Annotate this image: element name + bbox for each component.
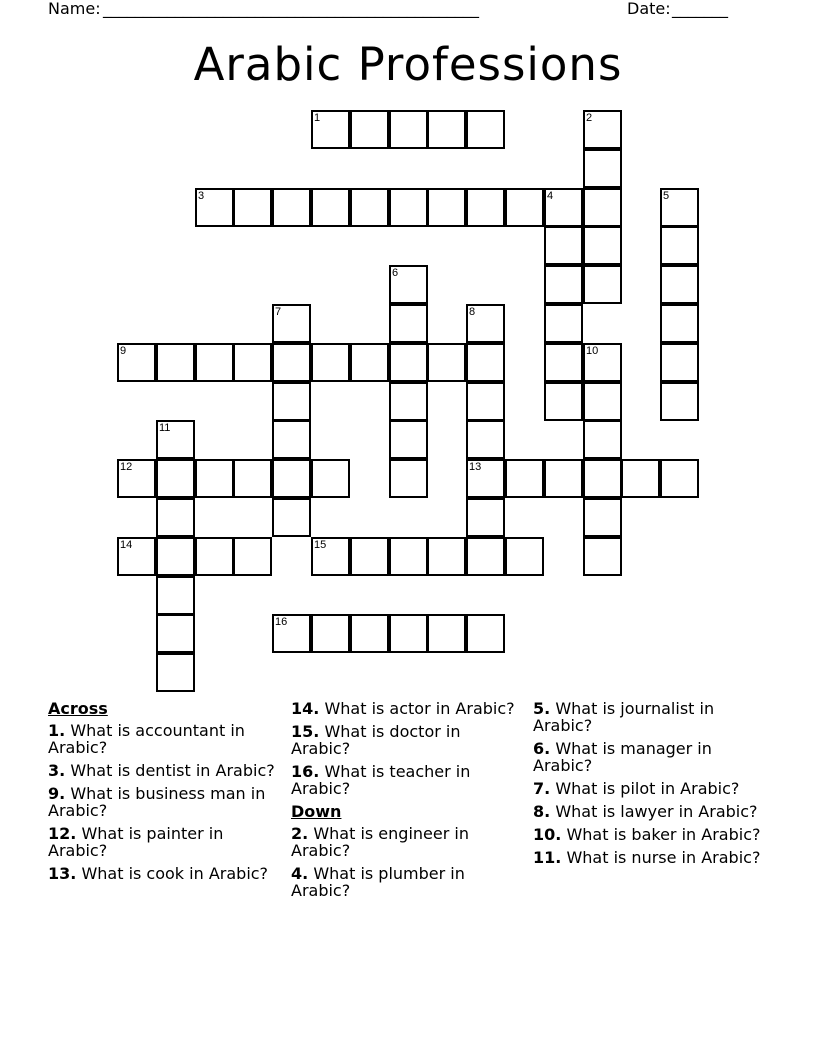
grid-cell[interactable] <box>505 188 544 227</box>
clue-number: 8 <box>469 306 476 318</box>
grid-cell[interactable] <box>583 498 622 537</box>
grid-cell[interactable] <box>233 459 272 498</box>
grid-cell[interactable] <box>505 459 544 498</box>
grid-cell[interactable] <box>583 459 622 498</box>
grid-cell[interactable] <box>272 459 311 498</box>
grid-cell[interactable] <box>311 110 350 149</box>
page-title: Arabic Professions <box>193 38 623 91</box>
grid-cell[interactable] <box>466 110 505 149</box>
clue-number: 15 <box>314 539 327 551</box>
clue-number: 9 <box>120 345 127 357</box>
clue-number: 12 <box>120 461 133 473</box>
grid-cell[interactable] <box>350 110 389 149</box>
across-heading: Across <box>48 699 108 718</box>
grid-cell[interactable] <box>427 188 466 227</box>
clue-across-13: 13. What is cook in Arabic? <box>48 864 269 883</box>
grid-cell[interactable] <box>583 420 622 459</box>
clue-number: 11 <box>159 422 171 434</box>
grid-cell[interactable] <box>583 537 622 576</box>
clue-number: 6 <box>392 267 399 279</box>
date-label: Date: <box>627 0 671 18</box>
clue-number: 10 <box>586 345 599 357</box>
clue-down-6: 6. What is manager in Arabic? <box>533 739 712 775</box>
grid-cell[interactable] <box>389 304 428 343</box>
clue-number: 3 <box>198 190 205 202</box>
grid-cell[interactable] <box>660 343 699 382</box>
clue-number: 1 <box>314 112 321 124</box>
name-field-line[interactable]: _______________________________________________ <box>103 0 479 18</box>
grid-cell[interactable] <box>427 343 466 382</box>
clue-across-1: 1. What is accountant in Arabic? <box>48 721 245 757</box>
grid-cell[interactable] <box>427 614 466 653</box>
grid-cell[interactable] <box>466 382 505 421</box>
grid-cell[interactable] <box>583 265 622 304</box>
clue-column-1 <box>48 700 280 888</box>
clue-across-3: 3. What is dentist in Arabic? <box>48 761 275 780</box>
grid-cell[interactable] <box>350 188 389 227</box>
grid-cell[interactable] <box>350 343 389 382</box>
grid-cell[interactable] <box>233 537 272 576</box>
clue-across-9: 9. What is business man in Arabic? <box>48 784 266 820</box>
grid-cell[interactable] <box>583 226 622 265</box>
grid-cell[interactable] <box>621 459 660 498</box>
grid-cell[interactable] <box>466 188 505 227</box>
grid-cell[interactable] <box>311 343 350 382</box>
clue-number: 4 <box>547 190 554 202</box>
grid-cell[interactable] <box>156 343 195 382</box>
grid-cell[interactable] <box>195 459 234 498</box>
clue-number: 13 <box>469 461 482 473</box>
clue-down-5: 5. What is journalist in Arabic? <box>533 699 715 735</box>
clue-number: 2 <box>586 112 593 124</box>
grid-cell[interactable] <box>544 343 583 382</box>
clue-across-12: 12. What is painter in Arabic? <box>48 824 224 860</box>
grid-cell[interactable] <box>583 343 622 382</box>
grid-cell[interactable] <box>389 420 428 459</box>
grid-cell[interactable] <box>272 498 311 537</box>
grid-cell[interactable] <box>272 343 311 382</box>
grid-cell[interactable] <box>311 188 350 227</box>
grid-cell[interactable] <box>466 459 505 498</box>
clue-down-10: 10. What is baker in Arabic? <box>533 825 761 844</box>
grid-cell[interactable] <box>233 188 272 227</box>
grid-cell[interactable] <box>660 304 699 343</box>
clue-across-16: 16. What is teacher in Arabic? <box>291 762 471 798</box>
down-heading: Down <box>291 802 342 821</box>
date-field-line[interactable]: _______ <box>672 0 728 18</box>
grid-cell[interactable] <box>427 110 466 149</box>
grid-cell[interactable] <box>272 188 311 227</box>
clue-column-3 <box>533 700 765 872</box>
clue-down-2: 2. What is engineer in Arabic? <box>291 824 469 860</box>
clue-down-11: 11. What is nurse in Arabic? <box>533 848 761 867</box>
grid-cell[interactable] <box>156 614 195 653</box>
grid-cell[interactable] <box>156 653 195 692</box>
grid-cell[interactable] <box>583 382 622 421</box>
grid-cell[interactable] <box>311 614 350 653</box>
grid-cell[interactable] <box>117 343 156 382</box>
clue-across-15: 15. What is doctor in Arabic? <box>291 722 461 758</box>
grid-cell[interactable] <box>389 459 428 498</box>
grid-cell[interactable] <box>389 537 428 576</box>
grid-cell[interactable] <box>272 614 311 653</box>
grid-cell[interactable] <box>544 304 583 343</box>
grid-cell[interactable] <box>233 343 272 382</box>
grid-cell[interactable] <box>544 188 583 227</box>
clue-column-2 <box>291 700 523 905</box>
grid-cell[interactable] <box>272 304 311 343</box>
grid-cell[interactable] <box>660 382 699 421</box>
clue-down-7: 7. What is pilot in Arabic? <box>533 779 740 798</box>
header <box>0 0 816 20</box>
grid-cell[interactable] <box>195 343 234 382</box>
grid-cell[interactable] <box>350 614 389 653</box>
clue-number: 14 <box>120 539 133 551</box>
grid-cell[interactable] <box>544 382 583 421</box>
grid-cell[interactable] <box>389 110 428 149</box>
grid-cell[interactable] <box>195 537 234 576</box>
grid-cell[interactable] <box>272 382 311 421</box>
name-label: Name: <box>48 0 101 18</box>
grid-cell[interactable] <box>389 188 428 227</box>
grid-cell[interactable] <box>660 188 699 227</box>
grid-cell[interactable] <box>660 459 699 498</box>
grid-cell[interactable] <box>389 265 428 304</box>
grid-cell[interactable] <box>117 459 156 498</box>
grid-cell[interactable] <box>272 420 311 459</box>
grid-cell[interactable] <box>466 498 505 537</box>
grid-cell[interactable] <box>311 459 350 498</box>
grid-cell[interactable] <box>583 149 622 188</box>
grid-cell[interactable] <box>117 537 156 576</box>
grid-cell[interactable] <box>195 188 234 227</box>
grid-cell[interactable] <box>466 614 505 653</box>
grid-cell[interactable] <box>544 226 583 265</box>
grid-cell[interactable] <box>466 304 505 343</box>
clue-across-14: 14. What is actor in Arabic? <box>291 699 515 718</box>
grid-cell[interactable] <box>583 188 622 227</box>
grid-cell[interactable] <box>156 576 195 615</box>
clue-number: 5 <box>663 190 670 202</box>
grid-cell[interactable] <box>156 420 195 459</box>
grid-cell[interactable] <box>466 420 505 459</box>
grid-cell[interactable] <box>156 537 195 576</box>
clue-down-4: 4. What is plumber in Arabic? <box>291 864 465 900</box>
grid-cell[interactable] <box>660 226 699 265</box>
clue-number: 16 <box>275 616 288 628</box>
clue-down-8: 8. What is lawyer in Arabic? <box>533 802 758 821</box>
grid-cell[interactable] <box>466 343 505 382</box>
clue-number: 7 <box>275 306 282 318</box>
grid-cell[interactable] <box>350 537 389 576</box>
grid-cell[interactable] <box>427 537 466 576</box>
grid-cell[interactable] <box>156 498 195 537</box>
grid-cell[interactable] <box>583 110 622 149</box>
grid-cell[interactable] <box>660 265 699 304</box>
grid-cell[interactable] <box>156 459 195 498</box>
grid-cell[interactable] <box>389 382 428 421</box>
grid-cell[interactable] <box>544 265 583 304</box>
grid-cell[interactable] <box>544 459 583 498</box>
grid-cell[interactable] <box>505 537 544 576</box>
grid-cell[interactable] <box>466 537 505 576</box>
grid-cell[interactable] <box>389 343 428 382</box>
grid-cell[interactable] <box>389 614 428 653</box>
grid-cell[interactable] <box>311 537 350 576</box>
